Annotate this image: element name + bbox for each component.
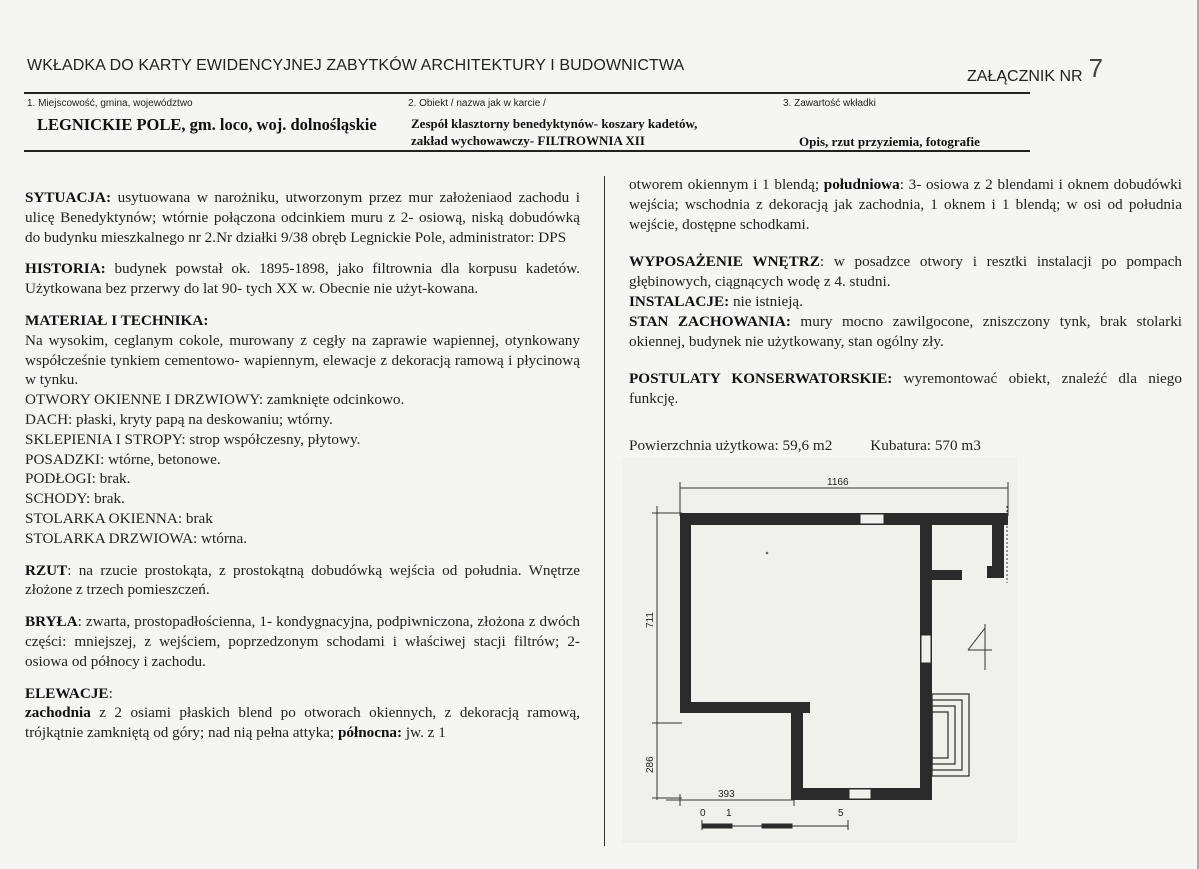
annex-label bbox=[967, 53, 1104, 88]
dach-line: DACH: płaski, kryty papą na deskowaniu; wtórny. bbox=[25, 410, 333, 428]
stan-heading: STAN ZACHOWANIA: bbox=[629, 312, 791, 330]
wyposazenie-text: : w posadzce otwory i resztki instalacji po pompach głębinowych, ciągnących wodę z 4. studni. bbox=[629, 253, 1182, 291]
postulaty-heading: POSTULATY KONSERWATORSKIE: bbox=[629, 370, 893, 388]
schody-line: SCHODY: brak. bbox=[25, 490, 125, 508]
plan-dot bbox=[766, 552, 769, 555]
annex-label-text: ZAŁĄCZNIK NR bbox=[967, 68, 1083, 85]
material-text: Na wysokim, ceglanym cokole, murowany z cegły na zaprawie wapiennej, otynkowany współcześnie tynkiem cementowo- wapiennym, elewacje z dekoracją ramową i płycinową w tynku. bbox=[25, 331, 580, 389]
field2-line2: zakład wychowawczy- FILTROWNIA XII bbox=[411, 133, 645, 148]
elewacje-cont-text: otworem okiennym i 1 blendą; bbox=[629, 176, 824, 193]
section-stan bbox=[629, 312, 1182, 352]
field1-label: 1. Miejscowość, gmina, województwo bbox=[27, 98, 193, 109]
sytuacja-text: usytuowana w narożniku, utworzonym przez mur założeniaod zachodu i ulicę Benedyktynów; wtórnie połączona odcinkiem muru z 2- osiową, niską dobudówką do budynku mieszkalnego nr 2.Nr działki 9/38 obręb Legnickie Pole, administrator: DPS bbox=[25, 189, 580, 246]
dim-top-label: 1166 bbox=[827, 477, 849, 488]
wyposazenie-heading: WYPOSAŻENIE WNĘTRZ bbox=[629, 253, 820, 271]
header-rule-bottom bbox=[24, 150, 1030, 152]
form-title: WKŁADKA DO KARTY EWIDENCYJNEJ ZABYTKÓW ARCHITEKTURY I BUDOWNICTWA bbox=[27, 57, 685, 74]
section-postulaty bbox=[629, 369, 1182, 409]
sklepienia-line: SKLEPIENIA I STROPY: strop współczesny, płytowy. bbox=[25, 430, 361, 448]
poludniowa-heading: południowa bbox=[823, 176, 900, 193]
field2-value bbox=[411, 115, 697, 149]
cubature: Kubatura: 570 m3 bbox=[870, 437, 981, 454]
posadzki-line: POSADZKI: wtórne, betonowe. bbox=[25, 450, 221, 468]
field1-value: LEGNICKIE POLE, gm. loco, woj. dolnośląskie bbox=[37, 115, 377, 134]
stan-text: mury mocno zawilgocone, zniszczony tynk, brak stolarki okiennej, budynek nie użytkowany, stan ogólny zły. bbox=[629, 312, 1183, 350]
zachodnia-text: z 2 osiami płaskich blend po otworach okiennych, z dekoracją ramową, trójkątnie zamkniętą od góry; nad nią pełna attyka; bbox=[25, 704, 580, 742]
historia-heading: HISTORIA: bbox=[25, 260, 106, 278]
section-elewacje bbox=[25, 703, 580, 743]
stolarka-okienna-line: STOLARKA OKIENNA: brak bbox=[25, 509, 213, 527]
zachodnia-heading: zachodnia bbox=[25, 704, 91, 722]
section-wyposazenie bbox=[629, 252, 1182, 292]
floor-plan-drawing bbox=[622, 458, 1017, 843]
sytuacja-heading: SYTUACJA: bbox=[25, 189, 112, 206]
field2-line1: Zespół klasztorny benedyktynów- koszary kadetów, bbox=[411, 116, 698, 131]
section-historia bbox=[25, 259, 580, 299]
poludniowa-text: : 3- osiowa z 2 blendami i oknem dobudówki wejścia; wschodnia z dekoracją jak zachodnia, 1 oknem i 1 blendą; w osi od południa wejście, dostępne schodkami. bbox=[629, 176, 1182, 233]
area-volume-line bbox=[629, 437, 981, 455]
polnocna-heading: północna: bbox=[337, 724, 403, 742]
material-heading: MATERIAŁ I TECHNIKA: bbox=[25, 311, 209, 329]
elewacje-colon: : bbox=[108, 684, 113, 702]
dim-left-small-label: 286 bbox=[645, 756, 656, 773]
section-bryla bbox=[25, 612, 580, 671]
section-sytuacja bbox=[25, 188, 580, 247]
instalacje-heading: INSTALACJE: bbox=[629, 292, 730, 310]
otwory-line: OTWORY OKIENNE I DRZWIOWY: zamknięte odcinkowo. bbox=[25, 391, 405, 409]
right-column bbox=[629, 175, 1182, 421]
scale-label-0: 0 bbox=[700, 808, 706, 819]
postulaty-text: wyremontować obiekt, znaleźć dla niego funkcję. bbox=[629, 370, 1182, 408]
section-rzut bbox=[25, 561, 580, 601]
section-elewacje-heading bbox=[25, 684, 580, 704]
field3-label: 3. Zawartość wkładki bbox=[783, 98, 876, 109]
elewacje-heading: ELEWACJE bbox=[25, 684, 109, 702]
section-elewacje-cont bbox=[629, 175, 1182, 234]
stolarka-drzwiowa-line: STOLARKA DRZWIOWA: wtórna. bbox=[25, 529, 248, 547]
bryla-heading: BRYŁA bbox=[25, 613, 78, 631]
column-divider bbox=[604, 176, 605, 846]
polnocna-text: jw. z 1 bbox=[402, 724, 446, 742]
scale-label-5: 5 bbox=[838, 808, 844, 819]
bryla-text: : zwarta, prostopadłościenna, 1- kondygnacyjna, podpiwniczona, złożona z dwóch części: mniejszej, z wejściem, poprzedzonym schodami i właściwej stacji filtrów; 2- osiowa od północy i zachodu. bbox=[25, 613, 580, 670]
header-rule-top bbox=[24, 92, 1030, 94]
historia-text: budynek powstał ok. 1895-1898, jako filtrownia dla korpusu kadetów. Użytkowana bez przerwy do lat 90- tych XX w. Obecnie nie użyt-kowana. bbox=[25, 260, 580, 298]
scale-label-1: 1 bbox=[726, 808, 732, 819]
section-instalacje bbox=[629, 292, 1182, 312]
dim-left-label: 711 bbox=[645, 612, 656, 628]
rzut-text: : na rzucie prostokąta, z prostokątną dobudówką wejścia od południa. Wnętrze złożone z trzech pomieszczeń. bbox=[25, 561, 580, 599]
podlogi-line: PODŁOGI: brak. bbox=[25, 470, 131, 488]
section-material-heading bbox=[25, 311, 580, 331]
field3-value: Opis, rzut przyziemia, fotografie bbox=[799, 134, 980, 149]
left-column bbox=[25, 188, 580, 755]
usable-area: Powierzchnia użytkowa: 59,6 m2 bbox=[629, 437, 833, 454]
dim-bottom-label: 393 bbox=[718, 789, 735, 800]
field2-label: 2. Obiekt / nazwa jak w karcie / bbox=[408, 98, 546, 109]
instalacje-text: nie istnieją. bbox=[729, 292, 803, 310]
rzut-heading: RZUT bbox=[25, 561, 68, 579]
annex-number: 7 bbox=[1088, 53, 1104, 83]
